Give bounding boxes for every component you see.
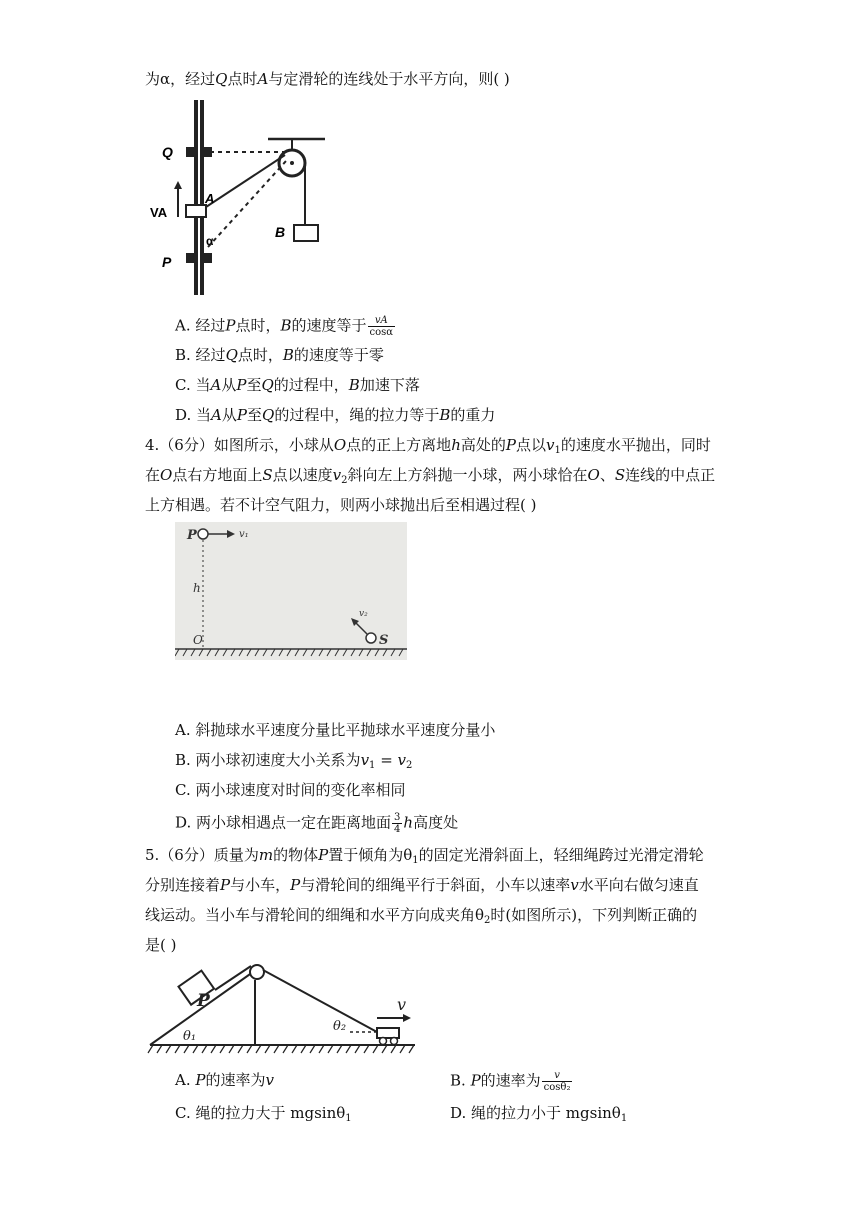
q5-label-v: v [397,995,407,1014]
q3-option-d[interactable]: D. 当A从P至Q的过程中，绳的拉力等于B的重力 [175,406,496,424]
q5-label-theta1: θ₁ [183,1029,197,1044]
q5-option-d[interactable]: D. 绳的拉力小于 mgsinθ$_1$ [450,1104,628,1124]
q3-label-P: P [162,254,172,270]
q5-stem-line1: 5.（6分）质量为m的物体P置于倾角为$\theta_1$的固定光滑斜面上，轻细绳跨过光滑定滑轮 [145,846,704,866]
q3-label-VA: VA [150,205,168,220]
q3-label-B: B [275,224,286,240]
q4-label-S: S [379,633,389,648]
q4-label-h: h [193,581,201,595]
q4-label-O: O [193,633,203,647]
q5-stem-line3: 线运动。当小车与滑轮间的细绳和水平方向成夹角$\theta_2$时(如图所示)，下列判断正确的 [145,906,698,926]
q3-intro: 为α，经过Q点时A与定滑轮的连线处于水平方向，则( ) [145,70,510,88]
q5-option-b[interactable]: B. P的速率为 $\frac{v}{\text{cosθ₂}}$ [450,1070,571,1093]
q4-label-P: P [187,528,197,543]
q4-option-b[interactable]: B. 两小球初速度大小关系为$v_1 = v_2$ [175,751,413,771]
q5-figure [145,960,420,1060]
q5-label-P: P [197,991,210,1011]
q4-stem-line3: 上方相遇。若不计空气阻力，则两小球抛出后至相遇过程( ) [145,496,537,514]
q3-figure [150,95,335,300]
q4-option-a[interactable]: A. 斜抛球水平速度分量比平抛球水平速度分量小 [175,721,496,739]
q5-stem-line2: 分别连接着P与小车，P与滑轮间的细绳平行于斜面，小车以速率v水平向右做匀速直 [145,876,699,894]
q3-option-a[interactable]: A. 经过P点时，B的速度等于 $\frac{vA}{\cos\alpha}$ [175,315,394,338]
q4-option-d[interactable]: D. 两小球相遇点一定在距离地面 $\frac{3}{4}$ h高度处 [175,812,459,835]
q5-stem-line4: 是( ) [145,936,177,954]
q4-figure [175,522,407,660]
q3-option-b[interactable]: B. 经过Q点时，B的速度等于零 [175,346,384,364]
q4-label-v2: v₂ [359,609,368,619]
q4-option-c[interactable]: C. 两小球速度对时间的变化率相同 [175,781,406,799]
q4-stem-line1: 4.（6分）如图所示，小球从O点的正上方离地h高处的P点以$v_1$的速度水平抛出，同时 [145,436,711,456]
q3-label-A: A [205,191,215,206]
q4-label-v1: v₁ [239,529,249,540]
q4-stem-line2: 在O点右方地面上S点以速度$v_2$斜向左上方斜抛一小球，两小球恰在O、S连线的中点正 [145,466,716,486]
q3-option-c[interactable]: C. 当A从P至Q的过程中，B加速下落 [175,376,420,394]
q5-option-c[interactable]: C. 绳的拉力大于 mgsinθ$_1$ [175,1104,352,1124]
q5-option-a[interactable]: A. P的速率为v [175,1071,274,1089]
q3-label-alpha: α [206,234,214,248]
q3-label-Q: Q [162,144,173,160]
q5-label-theta2: θ₂ [333,1019,347,1034]
